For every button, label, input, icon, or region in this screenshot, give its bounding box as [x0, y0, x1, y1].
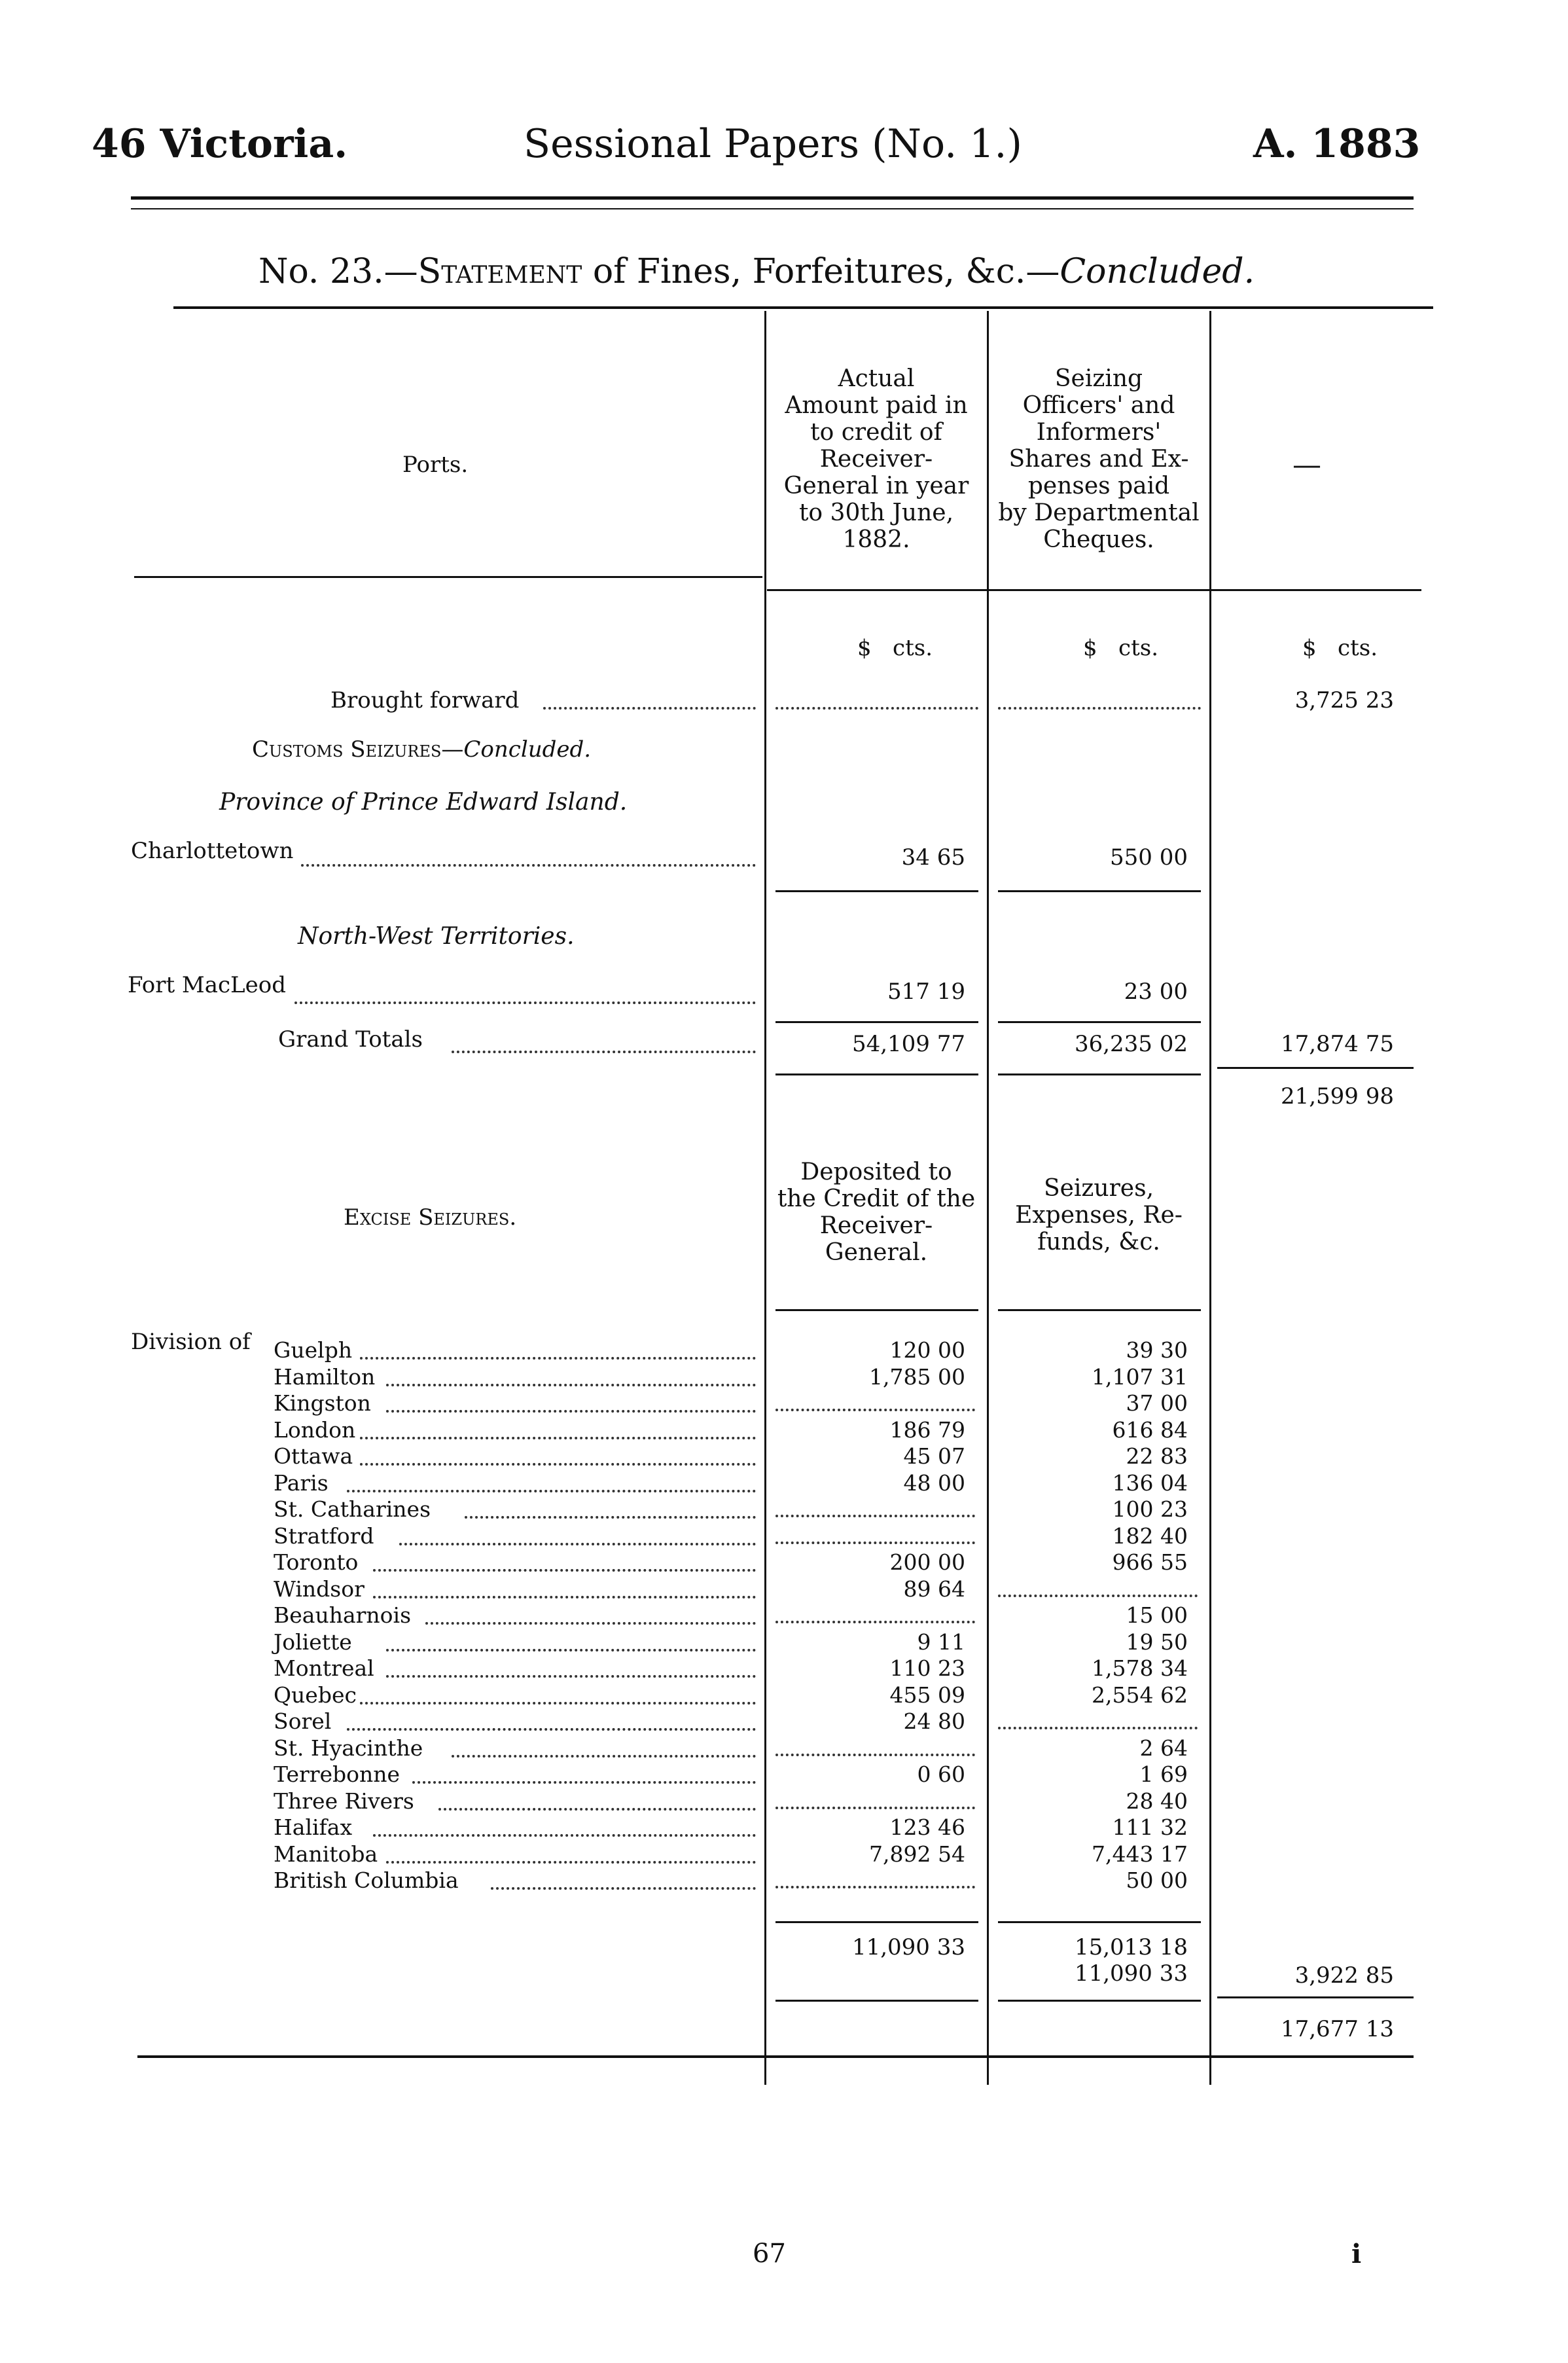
excise-row-seizures: 28 40: [1126, 1788, 1188, 1814]
excise-row-deposited: 89 64: [903, 1576, 965, 1602]
bottom-rule: [137, 2055, 1414, 2058]
col-rule-2: [987, 311, 989, 2085]
excise-row-seizures: 616 84: [1112, 1417, 1188, 1443]
dots: [491, 1887, 756, 1890]
division-prefix: Division of: [131, 1329, 251, 1355]
excise-row-label: Toronto: [274, 1549, 359, 1575]
excise-row-label: Beauharnois: [274, 1602, 412, 1628]
col-head-seizures: Seizures, Expenses, Re- funds, &c.: [1015, 1175, 1183, 1255]
units-seizing: $ cts.: [1083, 635, 1159, 661]
empty-cell-dots: [775, 1542, 975, 1544]
charlottetown-label: Charlottetown: [131, 838, 294, 864]
excise-row-deposited: 24 80: [903, 1708, 965, 1734]
excise-row-label: St. Hyacinthe: [274, 1735, 423, 1761]
excise-row-deposited: 1,785 00: [869, 1364, 965, 1390]
fort-macleod-actual: 517 19: [887, 979, 965, 1005]
excise-row-seizures: 1,107 31: [1092, 1364, 1188, 1390]
excise-row-label: Manitoba: [274, 1841, 378, 1867]
title-statement: Statement: [418, 252, 582, 291]
col-rule-3: [1209, 311, 1211, 2085]
excise-row-deposited: 45 07: [903, 1443, 965, 1469]
excise-row-label: British Columbia: [274, 1867, 459, 1893]
dots: [412, 1781, 756, 1784]
excise-row-deposited: 110 23: [889, 1655, 965, 1681]
dots: [373, 1834, 756, 1837]
excise-row-seizures: 111 32: [1112, 1814, 1188, 1840]
dots: [465, 1516, 756, 1519]
excise-row-seizures: 50 00: [1126, 1867, 1188, 1893]
excise-row-label: Joliette: [274, 1629, 352, 1655]
province-heading: Province of Prince Edward Island.: [219, 789, 628, 816]
dots: [998, 707, 1201, 710]
dots: [386, 1861, 756, 1864]
excise-row-label: Stratford: [274, 1523, 374, 1549]
excise-row-seizures: 37 00: [1126, 1390, 1188, 1416]
empty-cell-dots: [998, 1595, 1198, 1597]
excise-row-deposited: 120 00: [889, 1337, 965, 1363]
dots: [373, 1569, 756, 1572]
excise-row-label: Windsor: [274, 1576, 365, 1602]
excise-row-seizures: 1 69: [1139, 1761, 1188, 1787]
empty-cell-dots: [775, 1754, 975, 1756]
grand-totals-actual: 54,109 77: [851, 1031, 965, 1057]
fort-macleod-label: Fort MacLeod: [128, 972, 286, 998]
col-head-seizing: Seizing Officers' and Informers' Shares and Ex- penses paid by Departmental Cheques.: [998, 365, 1200, 553]
page-mark: i: [1351, 2239, 1362, 2269]
empty-cell-dots: [775, 1621, 975, 1623]
col-rule-1: [764, 311, 766, 2085]
excise-row-label: Guelph: [274, 1337, 353, 1363]
row-rule: [998, 2000, 1201, 2002]
excise-row-seizures: 1,578 34: [1092, 1655, 1188, 1681]
excise-row-label: Hamilton: [274, 1364, 376, 1390]
title-number: No. 23.—: [258, 252, 418, 291]
excise-row-seizures: 39 30: [1126, 1337, 1188, 1363]
excise-head-rule: [775, 1309, 978, 1311]
dots: [452, 1051, 756, 1053]
excise-row-label: Sorel: [274, 1708, 332, 1734]
dots: [543, 707, 756, 710]
excise-row-label: Quebec: [274, 1682, 357, 1708]
excise-row-label: Ottawa: [274, 1443, 353, 1469]
excise-row-seizures: 2,554 62: [1092, 1682, 1188, 1708]
dots: [360, 1463, 756, 1466]
empty-cell-dots: [775, 1886, 975, 1888]
units-actual: $ cts.: [857, 635, 933, 661]
empty-cell-dots: [775, 1807, 975, 1809]
head-rule-ports: [134, 576, 762, 578]
dots: [386, 1410, 756, 1413]
excise-row-deposited: 455 09: [889, 1682, 965, 1708]
section-customs: Customs Seizures—Concluded.: [252, 736, 592, 763]
excise-row-seizures: 15 00: [1126, 1602, 1188, 1628]
excise-row-label: Halifax: [274, 1814, 353, 1840]
excise-row-seizures: 7,443 17: [1092, 1841, 1188, 1867]
excise-row-deposited: 200 00: [889, 1549, 965, 1575]
excise-row-seizures: 100 23: [1112, 1496, 1188, 1522]
empty-cell-dots: [775, 1515, 975, 1517]
dots: [347, 1490, 756, 1492]
fort-macleod-seizing: 23 00: [1124, 979, 1188, 1005]
excise-row-label: London: [274, 1417, 356, 1443]
grand-totals-seizing: 36,235 02: [1074, 1031, 1188, 1057]
charlottetown-seizing: 550 00: [1110, 844, 1188, 871]
col-head-last: —: [1292, 448, 1321, 482]
excise-row-deposited: 9 11: [917, 1629, 965, 1655]
excise-row-seizures: 19 50: [1126, 1629, 1188, 1655]
empty-cell-dots: [998, 1727, 1198, 1729]
dots: [301, 864, 756, 867]
page-title: [258, 252, 1255, 291]
excise-row-seizures: 182 40: [1112, 1523, 1188, 1549]
page-number: 67: [753, 2239, 786, 2269]
dots: [452, 1755, 756, 1758]
dots: [425, 1622, 756, 1625]
dots: [294, 1001, 756, 1004]
excise-total-deposited: 11,090 33: [851, 1934, 965, 1960]
col-head-deposited: Deposited to the Credit of the Receiver- General.: [777, 1159, 976, 1266]
excise-row-deposited: 186 79: [889, 1417, 965, 1443]
row-rule: [775, 2000, 978, 2002]
excise-total-rule: [998, 1921, 1201, 1923]
header-center: Sessional Papers (No. 1.): [524, 121, 1022, 167]
header-left: 46 Victoria.: [92, 121, 348, 167]
row-rule: [998, 1021, 1201, 1023]
row-rule: [775, 890, 978, 892]
dots: [360, 1702, 756, 1705]
excise-row-label: Three Rivers: [274, 1788, 414, 1814]
title-rule: [173, 306, 1433, 309]
col-head-ports: Ports.: [402, 452, 469, 478]
dots: [775, 707, 978, 710]
dots: [347, 1728, 756, 1731]
title-concluded: Concluded.: [1060, 252, 1255, 291]
excise-row-seizures: 966 55: [1112, 1549, 1188, 1575]
header-rule-thin: [131, 208, 1414, 209]
dots: [438, 1808, 756, 1811]
dots: [386, 1649, 756, 1651]
excise-row-label: Paris: [274, 1470, 329, 1496]
row-rule: [1217, 1067, 1414, 1069]
header-rule-thick: [131, 196, 1414, 200]
excise-row-label: Montreal: [274, 1655, 374, 1681]
excise-total-rule: [775, 1921, 978, 1923]
row-rule: [1217, 1996, 1414, 1998]
row-rule: [775, 1021, 978, 1023]
dots: [386, 1675, 756, 1678]
units-last: $ cts.: [1302, 635, 1378, 661]
grand-totals-label: Grand Totals: [278, 1026, 423, 1053]
title-rest: of Fines, Forfeitures, &c.—: [582, 252, 1060, 291]
excise-row-deposited: 0 60: [917, 1761, 965, 1787]
dots: [399, 1543, 756, 1545]
dots: [360, 1437, 756, 1439]
row-rule: [775, 1073, 978, 1075]
col-head-actual: Actual Amount paid in to credit of Receiver- General in year to 30th June, 1882.: [783, 365, 969, 553]
excise-total-seizures: 15,013 18: [1074, 1934, 1188, 1960]
excise-row-seizures: 22 83: [1126, 1443, 1188, 1469]
customs-sum: 21,599 98: [1280, 1083, 1394, 1109]
row-rule: [998, 890, 1201, 892]
excise-net: 3,922 85: [1294, 1962, 1394, 1989]
grand-totals-last: 17,874 75: [1280, 1031, 1394, 1057]
nwt-heading: North-West Territories.: [298, 923, 575, 950]
excise-row-seizures: 136 04: [1112, 1470, 1188, 1496]
excise-row-label: St. Catharines: [274, 1496, 431, 1522]
row-rule: [998, 1073, 1201, 1075]
excise-head-rule: [998, 1309, 1201, 1311]
excise-row-seizures: 2 64: [1139, 1735, 1188, 1761]
head-rule-cols: [767, 589, 1421, 591]
excise-row-deposited: 123 46: [889, 1814, 965, 1840]
dots: [386, 1384, 756, 1386]
brought-forward-label: Brought forward: [330, 687, 520, 713]
excise-row-label: Terrebonne: [274, 1761, 401, 1787]
excise-row-deposited: 7,892 54: [869, 1841, 965, 1867]
excise-less-deposited: 11,090 33: [1074, 1960, 1188, 1987]
dots: [373, 1596, 756, 1598]
header-right: A. 1883: [1253, 121, 1421, 167]
dots: [360, 1357, 756, 1360]
brought-forward-value: 3,725 23: [1294, 687, 1394, 713]
final-total: 17,677 13: [1280, 2016, 1394, 2042]
excise-row-label: Kingston: [274, 1390, 371, 1416]
excise-heading: Excise Seizures.: [344, 1204, 517, 1231]
charlottetown-actual: 34 65: [901, 844, 965, 871]
excise-row-deposited: 48 00: [903, 1470, 965, 1496]
empty-cell-dots: [775, 1409, 975, 1411]
